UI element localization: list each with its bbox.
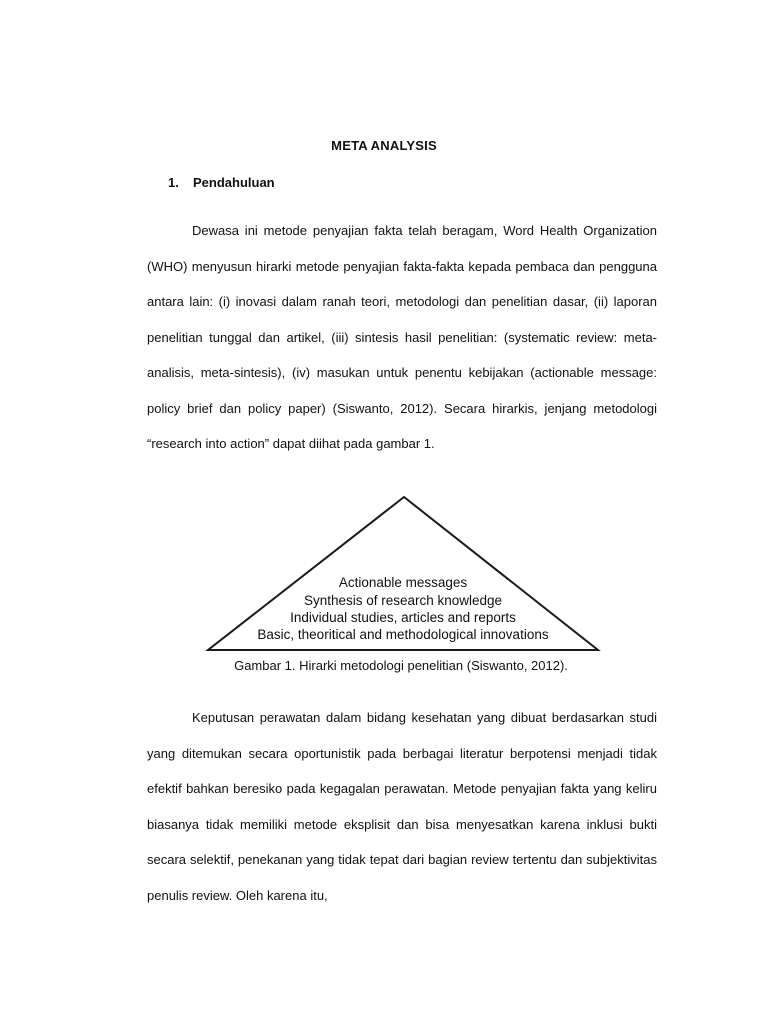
section-title: Pendahuluan xyxy=(193,175,275,190)
pyramid-level-actionable: Actionable messages xyxy=(338,575,468,590)
pyramid-level-synthesis: Synthesis of research knowledge xyxy=(303,593,503,608)
document-title: META ANALYSIS xyxy=(331,138,437,153)
hierarchy-figure xyxy=(200,492,612,654)
section-number: 1. xyxy=(168,175,179,190)
figure-caption: Gambar 1. Hirarki metodologi penelitian (Siswanto, 2012). xyxy=(234,658,568,673)
paragraph-body: Keputusan perawatan dalam bidang kesehatan yang dibuat berdasarkan studi yang ditemukan secara oportunistik pada berbagai literatur berpotensi menjadi tidak efektif bahkan beresiko pada kegagalan perawatan. Metode penyajian fakta yang keliru biasanya tidak memiliki metode eksplisit dan bisa menyesatkan karena inklusi bukti secara selektif, penekanan yang tidak tepat dari bagian review tertentu dan subjektivitas penulis review. Oleh karena itu, xyxy=(147,710,657,903)
pyramid-diagram xyxy=(200,492,612,654)
pyramid-level-individual-studies: Individual studies, articles and reports xyxy=(290,610,516,625)
section-heading xyxy=(168,175,275,190)
pyramid-level-basic-innovations: Basic, theoritical and methodological innovations xyxy=(257,627,549,642)
paragraph-intro: Dewasa ini metode penyajian fakta telah beragam, Word Health Organization (WHO) menyusun hirarki metode penyajian fakta-fakta kepada pembaca dan pengguna antara lain: (i) inovasi dalam ranah teori, metodologi dan penelitian dasar, (ii) laporan penelitian tunggal dan artikel, (iii) sintesis hasil penelitian: (systematic review: meta-analisis, meta-sintesis), (iv) masukan untuk penentu kebijakan (actionable message: policy brief dan policy paper) (Siswanto, 2012). Secara hirarkis, jenjang metodologi “research into action” dapat diihat pada gambar 1. xyxy=(147,223,657,451)
